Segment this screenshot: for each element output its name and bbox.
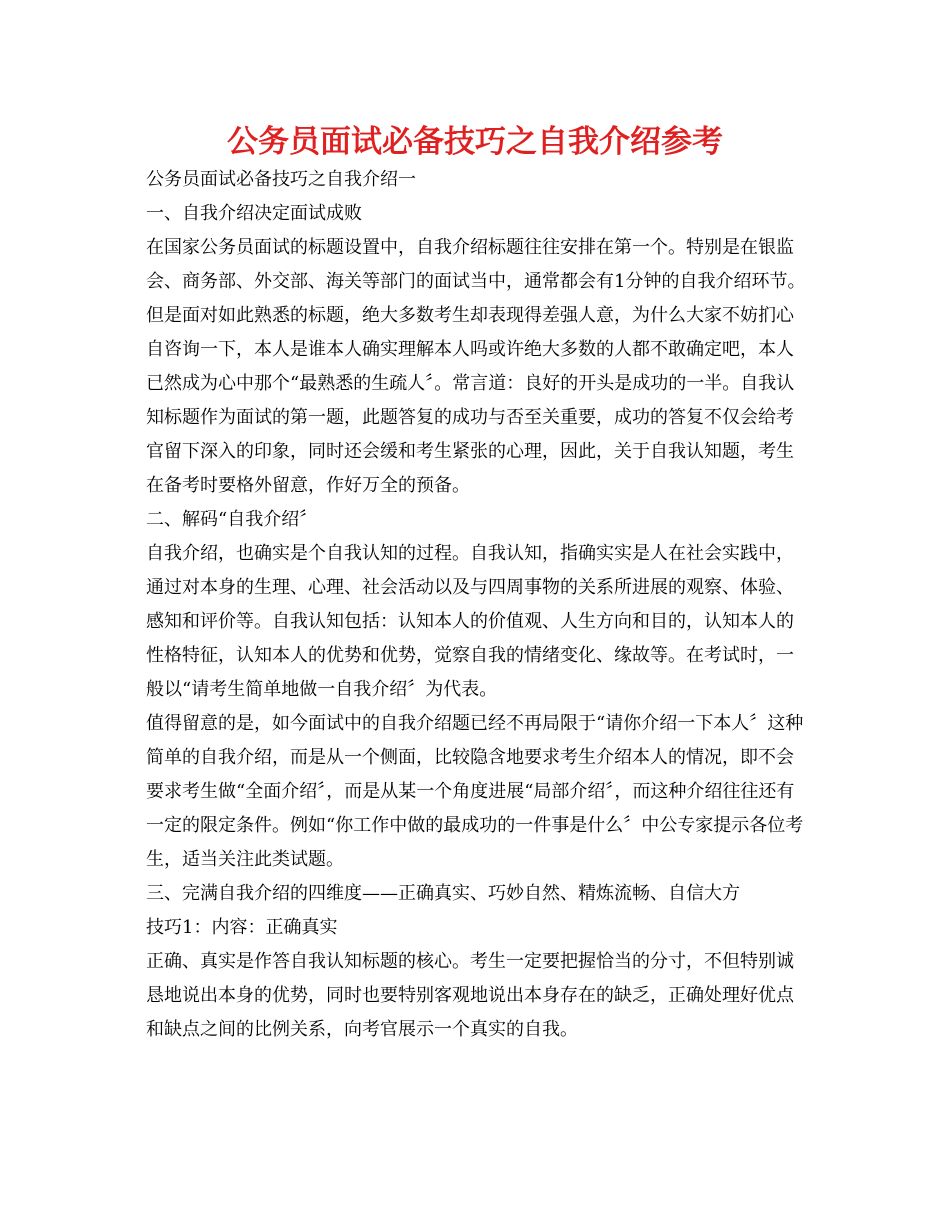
tip-heading-1: 技巧1：内容：正确真实 [146,917,338,938]
body-paragraph-4: 正确、真实是作答自我认知标题的核心。考生一定要把握恰当的分寸，不但特别诚恳地说出本身的优势，同时也要特别客观地说出本身存在的缺乏，正确处理好优点和缺点之间的比例关系，向考官展示一个真实的自我。 [146,951,794,1040]
subtitle-paragraph: 公务员面试必备技巧之自我介绍一 [146,169,416,190]
document-title: 公务员面试必备技巧之自我介绍参考 [227,124,723,160]
section-heading-1: 一、自我介绍决定面试成败 [146,203,362,224]
body-paragraph-1: 在国家公务员面试的标题设置中，自我介绍标题往往安排在第一个。特别是在银监会、商务部、外交部、海关等部门的面试当中，通常都会有1分钟的自我介绍环节。但是面对如此熟悉的标题，绝大多数考生却表现得差强人意，为什么大家不妨扪心自咨询一下，本人是谁本人确实理解本人吗或许绝大多数的人都不敢确定吧，本人已然成为心中那个“最熟悉的生疏人〞。常言道：良好的开头是成功的一半。自我认知标题作为面试的第一题，此题答复的成功与否至关重要，成功的答复不仅会给考官留下深入的印象，同时还会缓和考生紧张的心理，因此，关于自我认知题，考生在备考时要格外留意，作好万全的预备。 [146,237,806,496]
body-paragraph-2: 自我介绍，也确实是个自我认知的过程。自我认知，指确实实是人在社会实践中，通过对本身的生理、心理、社会活动以及与四周事物的关系所进展的观察、体验、感知和评价等。自我认知包括：认知本人的价值观、人生方向和目的，认知本人的性格特征，认知本人的优势和优势，觉察自我的情绪变化、缘故等。在考试时，一般以“请考生简单地做一自我介绍〞为代表。 [146,543,794,700]
body-paragraph-3: 值得留意的是，如今面试中的自我介绍题已经不再局限于“请你介绍一下本人〞这种简单的自我介绍，而是从一个侧面，比较隐含地要求考生介绍本人的情况，即不会要求考生做“全面介绍〞，而是从某一个角度进展“局部介绍〞，而这种介绍往往还有一定的限定条件。例如“你工作中做的最成功的一件事是什么〞中公专家提示各位考生，适当关注此类试题。 [146,713,804,870]
document-body [146,163,806,1047]
section-heading-2: 二、解码“自我介绍〞 [146,509,318,530]
section-heading-3: 三、完满自我介绍的四维度——正确真实、巧妙自然、精炼流畅、自信大方 [146,883,740,904]
